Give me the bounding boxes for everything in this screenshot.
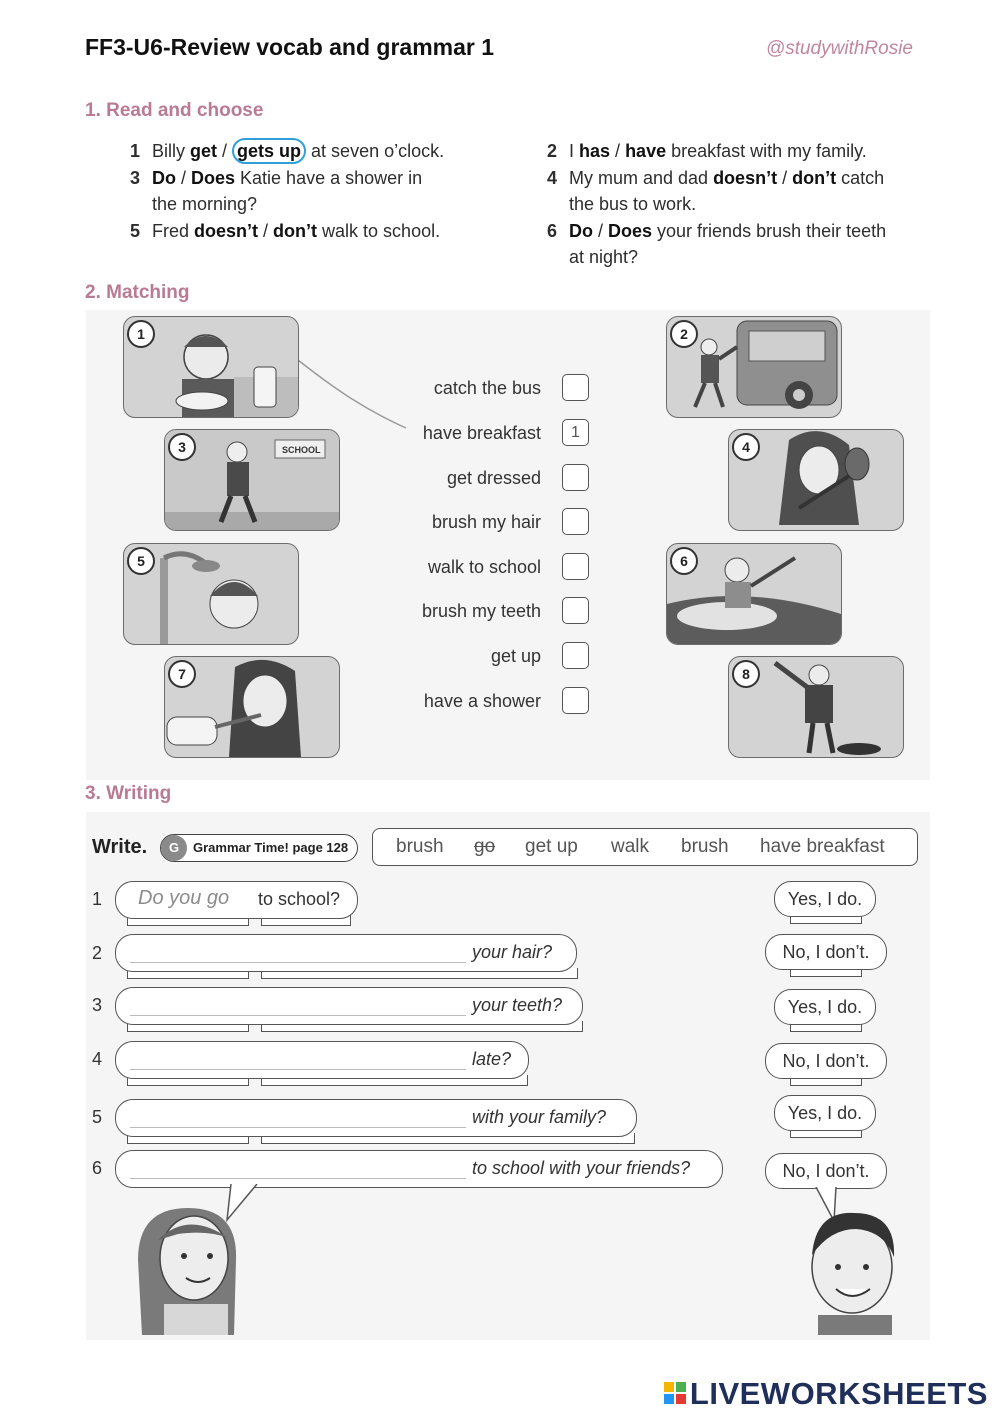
s1-text-cont: at night? [569, 247, 639, 267]
s1-option-circled[interactable]: gets up [232, 138, 306, 164]
phrase-have-a-shower: have a shower [423, 691, 541, 711]
example-answer: Do you go [138, 887, 230, 909]
answer-box-have-a-shower[interactable] [562, 687, 589, 714]
s1-sep: / [777, 168, 793, 188]
s1-text: at seven o’clock. [306, 141, 445, 161]
logo-text: LIVEWORKSHEETS [689, 1376, 988, 1411]
picture-number: 6 [670, 547, 698, 575]
picture-4 [728, 429, 904, 531]
s1-item-2 [547, 138, 947, 164]
s1-option[interactable]: don’t [792, 168, 837, 188]
school-sign-text: SCHOOL [282, 445, 321, 455]
s1-option[interactable]: has [579, 141, 611, 161]
answer-line[interactable] [130, 1127, 466, 1128]
s1-sep: / [217, 141, 233, 161]
s1-text: Katie have a shower in [235, 168, 423, 188]
write-label: Write. [92, 836, 148, 858]
picture-3 [164, 429, 340, 531]
phrase-catch-the-bus: catch the bus [433, 378, 541, 398]
s1-text: I [569, 141, 580, 161]
s1-sep: / [610, 141, 626, 161]
question-ending: with your family? [472, 1107, 607, 1127]
answer-line[interactable] [130, 1015, 466, 1016]
s1-item-1 [130, 138, 510, 164]
answer-line[interactable] [130, 1069, 466, 1070]
s1-num: 6 [547, 221, 558, 241]
s1-sep: / [593, 221, 609, 241]
s1-option[interactable]: Do [569, 221, 593, 241]
s1-text: Fred [152, 221, 195, 241]
s1-sep: / [176, 168, 192, 188]
s1-option[interactable]: get [190, 141, 218, 161]
answer-box-get-up[interactable] [562, 642, 589, 669]
question-bubble-1 [115, 881, 358, 919]
phrase-column [386, 374, 541, 744]
s1-option[interactable]: doesn’t [713, 168, 778, 188]
grammar-g-icon: G [161, 835, 187, 861]
liveworksheets-mark-icon [664, 1382, 686, 1404]
question-number: 6 [92, 1158, 103, 1178]
picture-8 [728, 656, 904, 758]
question-ending: to school with your friends? [472, 1158, 691, 1178]
answer-box-catch-the-bus[interactable] [562, 374, 589, 401]
s1-num: 2 [547, 141, 558, 161]
grammar-ref-text: Grammar Time! page 128 [193, 840, 349, 855]
question-bubble-6 [115, 1150, 723, 1188]
question-number: 1 [92, 889, 103, 909]
picture-5 [123, 543, 299, 645]
question-bubble-3 [115, 987, 583, 1025]
answer-bubble-6: No, I don’t. [765, 1153, 887, 1189]
s1-option[interactable]: doesn’t [194, 221, 259, 241]
phrase-walk-to-school: walk to school [427, 557, 541, 577]
answer-box-walk-to-school[interactable] [562, 553, 589, 580]
phrase-brush-my-teeth: brush my teeth [421, 601, 541, 621]
boy-character-icon [800, 1205, 910, 1335]
question-ending: to school? [258, 889, 341, 909]
s1-text: breakfast with my family. [666, 141, 867, 161]
word-bank-item: brush [681, 836, 729, 857]
word-bank-item-used: go [474, 836, 496, 857]
question-bubble-4 [115, 1041, 529, 1079]
s1-text: catch [836, 168, 885, 188]
picture-number: 3 [168, 433, 196, 461]
s1-item-6 [547, 218, 947, 270]
girl-character-icon [118, 1200, 258, 1335]
s1-num: 4 [547, 168, 558, 188]
matching-panel [86, 310, 930, 780]
picture-number: 7 [168, 660, 196, 688]
question-ending: your hair? [472, 942, 553, 962]
s1-item-5 [130, 218, 510, 244]
s1-num: 5 [130, 221, 141, 241]
question-number: 2 [92, 943, 103, 963]
answer-bubble-3: Yes, I do. [774, 989, 876, 1025]
answer-box-have-breakfast[interactable]: 1 [562, 419, 589, 446]
picture-number: 5 [127, 547, 155, 575]
phrase-get-up: get up [490, 646, 541, 666]
s1-item-4 [547, 165, 947, 217]
question-number: 4 [92, 1049, 103, 1069]
section2-heading: 2. Matching [85, 282, 190, 303]
s1-text: Billy [152, 141, 191, 161]
picture-number: 1 [127, 320, 155, 348]
answer-bubble-2: No, I don’t. [765, 934, 887, 970]
question-ending: your teeth? [472, 995, 563, 1015]
answer-box-get-dressed[interactable] [562, 464, 589, 491]
question-bubble-5 [115, 1099, 637, 1137]
section1-heading: 1. Read and choose [85, 100, 264, 121]
answer-line[interactable] [130, 962, 466, 963]
s1-option[interactable]: Does [191, 168, 236, 188]
s1-sep: / [258, 221, 274, 241]
answer-box-brush-my-teeth[interactable] [562, 597, 589, 624]
worksheet-title: FF3-U6-Review vocab and grammar 1 [85, 34, 495, 60]
s1-text-cont: the morning? [152, 194, 258, 214]
phrase-brush-my-hair: brush my hair [431, 512, 541, 532]
word-bank-item: have breakfast [760, 836, 885, 857]
picture-number: 2 [670, 320, 698, 348]
s1-text: walk to school. [317, 221, 441, 241]
s1-option[interactable]: Does [608, 221, 653, 241]
word-bank-item: get up [525, 836, 578, 857]
s1-option[interactable]: Do [152, 168, 176, 188]
author-handle: @studywithRosie [765, 38, 913, 59]
picture-2 [666, 316, 842, 418]
liveworksheets-logo [664, 1376, 988, 1412]
picture-1 [123, 316, 299, 418]
s1-item-3 [130, 165, 510, 217]
s1-option[interactable]: have [625, 141, 667, 161]
picture-number: 8 [732, 660, 760, 688]
answer-line[interactable] [130, 1178, 466, 1179]
answer-bubble-5: Yes, I do. [774, 1095, 876, 1131]
picture-6 [666, 543, 842, 645]
answer-bubble-1: Yes, I do. [774, 881, 876, 917]
question-bubble-2 [115, 934, 577, 972]
s1-option[interactable]: don’t [273, 221, 318, 241]
s1-text: your friends brush their teeth [652, 221, 887, 241]
answer-box-brush-my-hair[interactable] [562, 508, 589, 535]
section3-heading: 3. Writing [85, 783, 172, 804]
word-bank-item: walk [611, 836, 650, 857]
s1-num: 1 [130, 141, 141, 161]
phrase-have-breakfast: have breakfast [422, 423, 541, 443]
s1-num: 3 [130, 168, 141, 188]
word-bank-item: brush [396, 836, 444, 857]
picture-number: 4 [732, 433, 760, 461]
picture-7 [164, 656, 340, 758]
word-bank [372, 828, 918, 866]
phrase-get-dressed: get dressed [446, 468, 541, 488]
s1-text-cont: the bus to work. [569, 194, 697, 214]
s1-text: My mum and dad [569, 168, 714, 188]
grammar-time-badge [160, 834, 358, 862]
answer-bubble-4: No, I don’t. [765, 1043, 887, 1079]
question-number: 5 [92, 1107, 103, 1127]
question-ending: late? [472, 1049, 512, 1069]
question-number: 3 [92, 995, 103, 1015]
